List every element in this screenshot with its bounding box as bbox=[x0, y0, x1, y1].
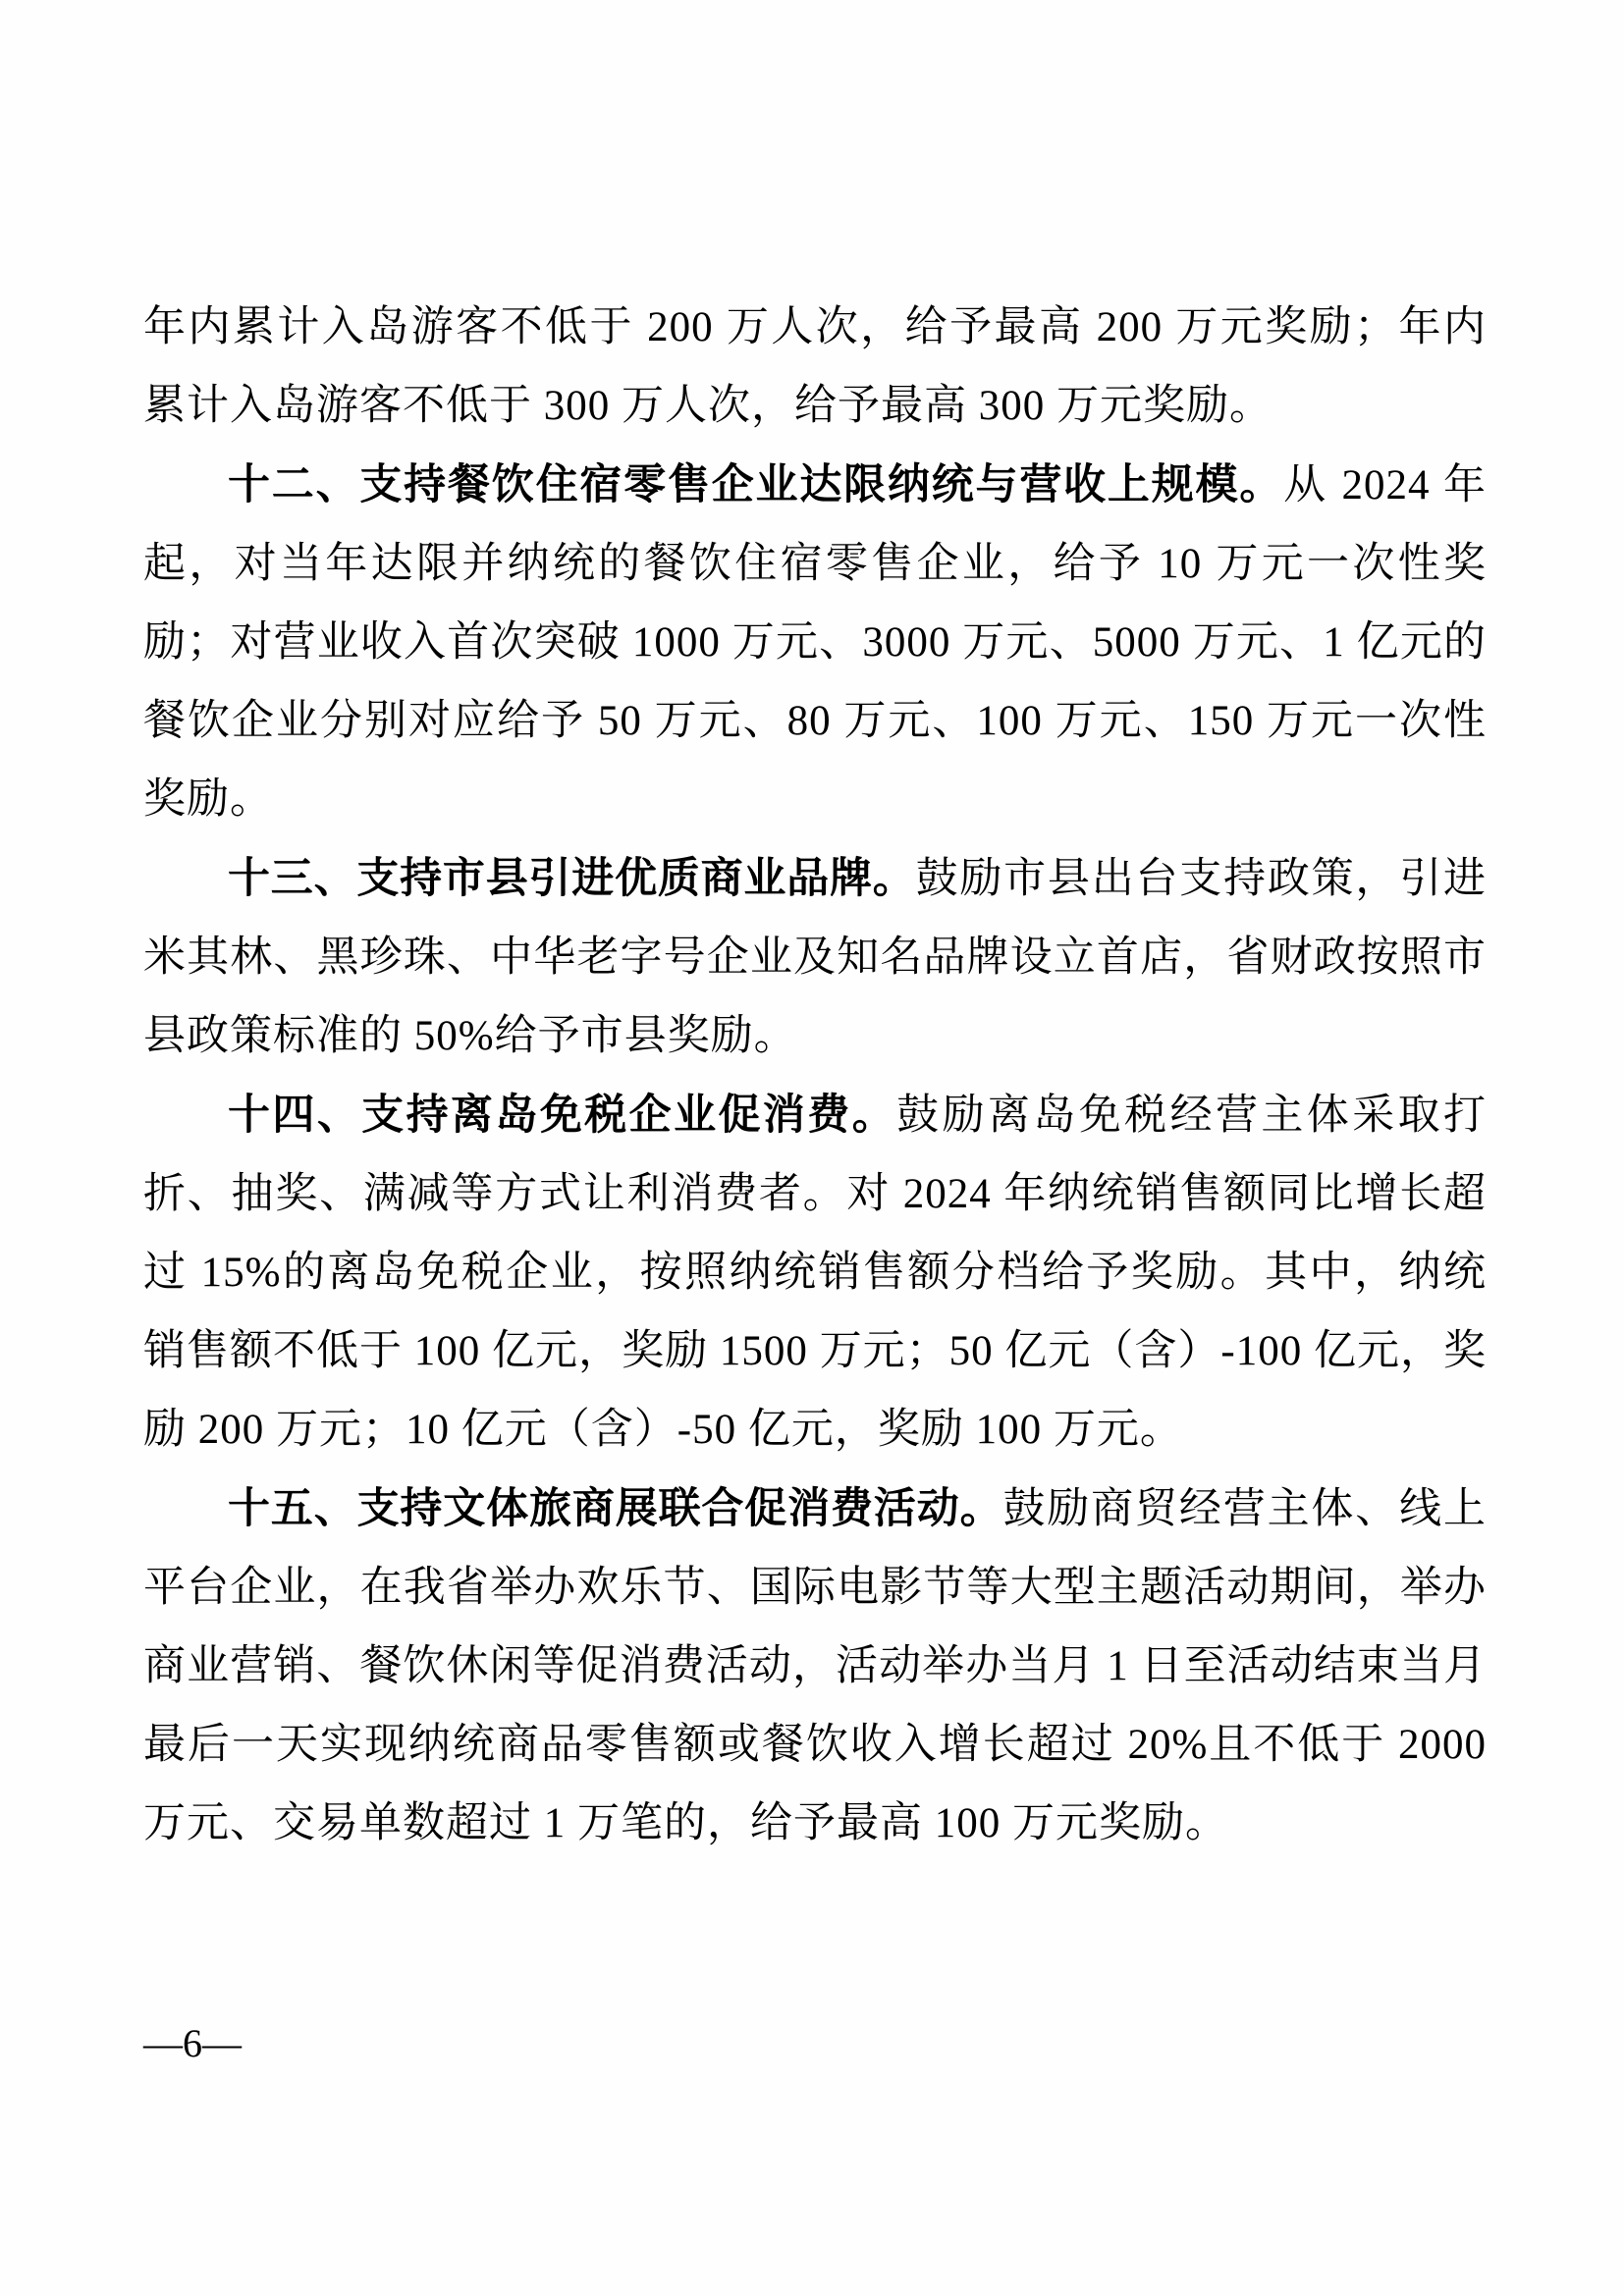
paragraph-continuation bbox=[143, 289, 1487, 446]
paragraph-text: 年内累计入岛游客不低于 200 万人次，给予最高 200 万元奖励；年内累计入岛游客不低于 300 万人次，给予最高 300 万元奖励。 bbox=[143, 304, 1487, 429]
section-15-heading: 十五、支持文体旅商展联合促消费活动。 bbox=[228, 1485, 1003, 1532]
section-12-heading: 十二、支持餐饮住宿零售企业达限纳统与营收上规模。 bbox=[228, 461, 1284, 508]
paragraph-section-14 bbox=[143, 1076, 1487, 1469]
section-13-text: 鼓励市县出台支持政策，引进米其林、黑珍珠、中华老字号企业及知名品牌设立首店，省财政按照市县政策标准的 50%给予市县奖励。 bbox=[143, 856, 1488, 1059]
paragraph-section-13 bbox=[143, 839, 1487, 1076]
section-12-text: 从 2024 年起，对当年达限并纳统的餐饮住宿零售企业，给予 10 万元一次性奖励；对营业收入首次突破 1000 万元、3000 万元、5000 万元、1 亿元的餐饮企业分别对应给予 50 万元、80 万元、100 万元、150 万元一次性奖励。 bbox=[143, 462, 1488, 823]
section-14-heading: 十四、支持离岛免税企业促消费。 bbox=[228, 1092, 897, 1139]
section-13-heading: 十三、支持市县引进优质商业品牌。 bbox=[228, 855, 916, 902]
paragraph-section-12 bbox=[143, 446, 1487, 839]
page-number: —6— bbox=[143, 2021, 242, 2065]
section-15-text: 鼓励商贸经营主体、线上平台企业，在我省举办欢乐节、国际电影节等大型主题活动期间，举办商业营销、餐饮休闲等促消费活动，活动举办当月 1 日至活动结束当月最后一天实现纳统商品零售额或餐饮收入增长超过 20%且不低于 2000 万元、交易单数超过 1 万笔的，给予最高 100 万元奖励。 bbox=[143, 1486, 1488, 1846]
document-body bbox=[143, 289, 1487, 1863]
section-14-text: 鼓励离岛免税经营主体采取打折、抽奖、满减等方式让利消费者。对 2024 年纳统销售额同比增长超过 15%的离岛免税企业，按照纳统销售额分档给予奖励。其中，纳统销售额不低于 100 亿元，奖励 1500 万元；50 亿元（含）-100 亿元，奖励 200 万元；10 亿元（含）-50 亿元，奖励 100 万元。 bbox=[143, 1093, 1488, 1453]
paragraph-section-15 bbox=[143, 1469, 1487, 1863]
